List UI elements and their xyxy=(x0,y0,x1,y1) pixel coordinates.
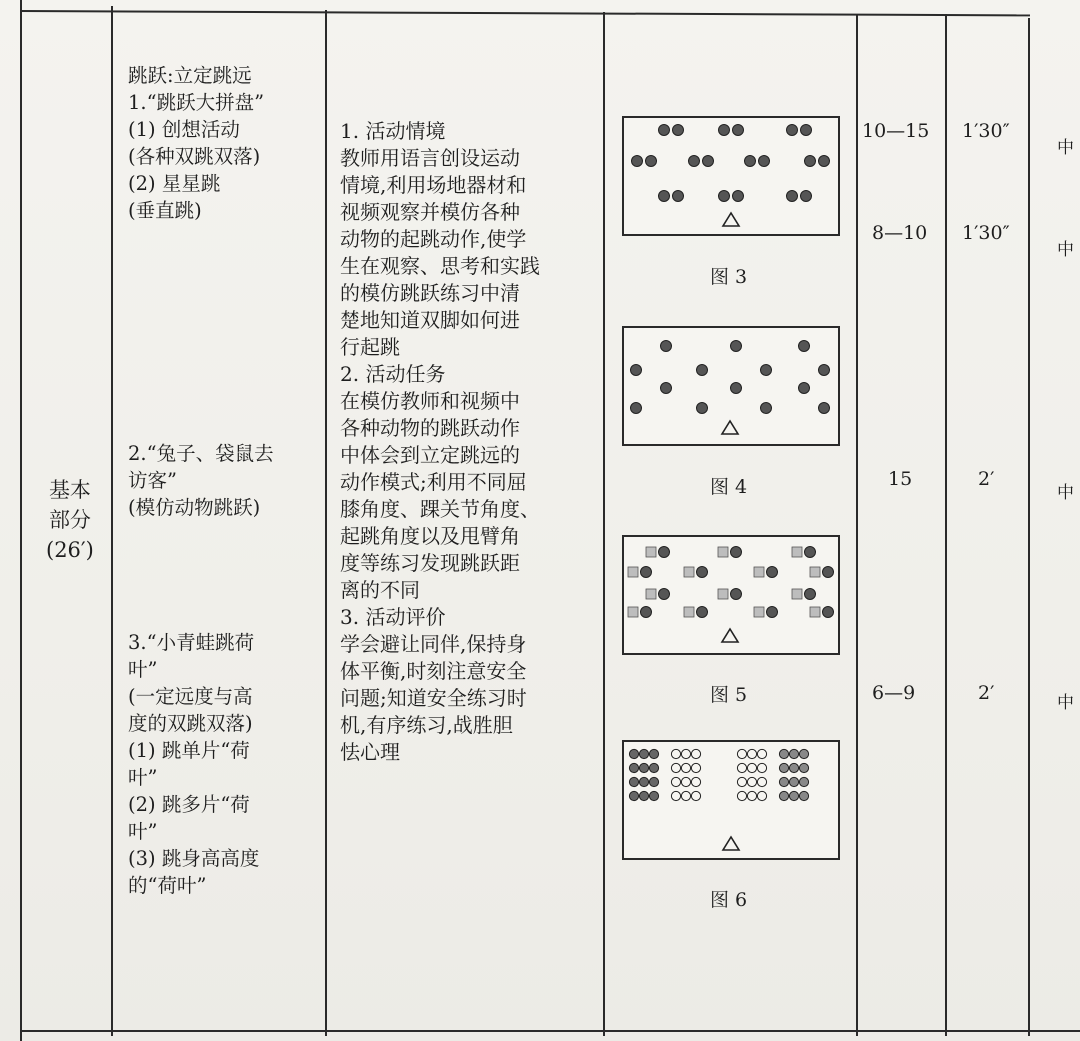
figure-5-caption: 图 5 xyxy=(710,684,748,706)
student-marker xyxy=(737,763,746,772)
student-marker xyxy=(757,763,766,772)
student-marker xyxy=(789,763,798,772)
figure-4-svg xyxy=(624,328,838,444)
intensity-value-3: 中 xyxy=(1057,483,1074,503)
col-divider-6 xyxy=(1028,18,1030,1036)
intensity-value-4: 中 xyxy=(1057,693,1074,713)
time-value-4: 6—9 xyxy=(872,682,916,704)
student-marker xyxy=(691,763,700,772)
activity-content-text: 跳跃:立定跳远 1.“跳跃大拼盘” (1) 创想活动 (各种双跳双落) (2) 星星跳 (垂直跳) 2.“兔子、袋鼠去 访客” (模仿动物跳跃) 3.“小青蛙跳荷 叶” (一定远度与高 度的双跳双落) (1) 跳单片“荷 叶” (2) 跳多片“荷 叶” (3) 跳身高高度 的“荷叶” xyxy=(128,64,274,897)
student-marker xyxy=(737,777,746,786)
duration-value-2: 1′30″ xyxy=(962,222,1010,244)
student-marker xyxy=(757,791,766,800)
col-divider-1 xyxy=(111,6,113,1036)
student-marker xyxy=(681,777,690,786)
teacher-triangle-icon xyxy=(723,213,739,226)
student-marker xyxy=(639,749,648,758)
figure-3-svg xyxy=(624,118,838,234)
student-marker xyxy=(799,777,808,786)
activity-description-text: 1. 活动情境 教师用语言创设运动 情境,利用场地器材和 视频观察并模仿各种 动物的起跳动作,使学 生在观察、思考和实践 的模仿跳跃练习中清 楚地知道双脚如何进 行起跳 2. 活动任务 在模仿教师和视频中 各种动物的跳跃动作 中体会到立定跳远的 动作模式;利用不同屈 膝角度、踝关节角度、 起跳角度以及甩臂角 度等练习发现跳跃距 离的不同 3. 活动评价 学会避让同伴,保持身 体平衡,时刻注意安全 问题;知道安全练习时 机,有序练习,战胜胆 怯心理 xyxy=(340,119,540,764)
student-marker xyxy=(747,777,756,786)
student-marker xyxy=(747,763,756,772)
table-border-top xyxy=(20,10,1030,16)
student-marker xyxy=(639,777,648,786)
student-marker xyxy=(639,763,648,772)
student-marker xyxy=(691,791,700,800)
student-marker xyxy=(649,763,658,772)
student-marker xyxy=(779,763,788,772)
student-marker xyxy=(789,777,798,786)
student-marker xyxy=(779,749,788,758)
student-marker xyxy=(649,777,658,786)
figure-6-diagram xyxy=(622,740,840,860)
intensity-value-2: 中 xyxy=(1057,240,1074,260)
student-marker xyxy=(629,749,638,758)
student-marker xyxy=(747,749,756,758)
student-marker xyxy=(779,791,788,800)
table-border-bottom xyxy=(20,1030,1080,1032)
student-marker xyxy=(639,791,648,800)
student-marker xyxy=(737,749,746,758)
student-marker xyxy=(681,791,690,800)
student-marker xyxy=(681,749,690,758)
teacher-triangle-icon xyxy=(722,421,738,434)
student-marker xyxy=(691,777,700,786)
student-marker xyxy=(629,791,638,800)
student-marker xyxy=(789,749,798,758)
student-marker xyxy=(629,763,638,772)
figure-4-caption: 图 4 xyxy=(710,476,748,498)
time-value-1: 10—15 xyxy=(862,120,930,142)
table-border-left xyxy=(20,0,22,1041)
student-marker xyxy=(779,777,788,786)
col-divider-5 xyxy=(945,14,947,1036)
col-divider-2 xyxy=(325,10,327,1036)
student-marker xyxy=(671,791,680,800)
figure-3-caption: 图 3 xyxy=(710,266,748,288)
student-marker xyxy=(757,749,766,758)
duration-value-4: 2′ xyxy=(978,682,995,704)
figure-4-diagram xyxy=(622,326,840,446)
student-marker xyxy=(757,777,766,786)
student-marker xyxy=(649,791,658,800)
student-marker xyxy=(799,791,808,800)
col-divider-4 xyxy=(856,14,858,1036)
student-marker xyxy=(789,791,798,800)
duration-value-1: 1′30″ xyxy=(962,120,1010,142)
figure-6-svg xyxy=(624,742,838,858)
time-value-2: 8—10 xyxy=(872,222,928,244)
section-label: 基本 部分 (26′) xyxy=(46,478,94,562)
student-marker xyxy=(799,749,808,758)
figure-3-diagram xyxy=(622,116,840,236)
student-marker xyxy=(691,749,700,758)
duration-value-3: 2′ xyxy=(978,468,995,490)
intensity-value-1: 中 xyxy=(1057,138,1074,158)
col-divider-3 xyxy=(603,12,605,1036)
figure-6-caption: 图 6 xyxy=(710,889,748,911)
student-marker xyxy=(681,763,690,772)
figure-5-diagram xyxy=(622,535,840,655)
student-marker xyxy=(737,791,746,800)
student-marker xyxy=(747,791,756,800)
teacher-triangle-icon xyxy=(723,837,739,850)
student-marker xyxy=(649,749,658,758)
student-marker xyxy=(629,777,638,786)
student-marker xyxy=(671,749,680,758)
teacher-triangle-icon xyxy=(722,629,738,642)
student-marker xyxy=(671,777,680,786)
figure-5-svg xyxy=(624,537,838,653)
student-marker xyxy=(799,763,808,772)
time-value-3: 15 xyxy=(888,468,913,490)
student-marker xyxy=(671,763,680,772)
